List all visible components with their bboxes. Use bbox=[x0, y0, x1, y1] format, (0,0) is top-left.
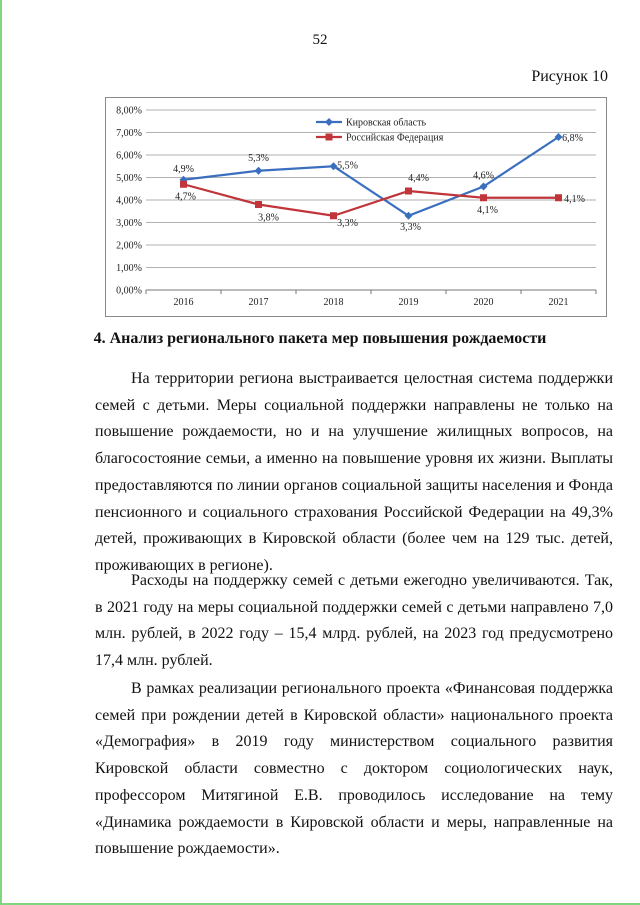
legend-marker bbox=[325, 118, 333, 126]
section-heading: 4. Анализ регионального пакета мер повышения рождаемости bbox=[93, 330, 547, 347]
data-point-2 bbox=[480, 194, 487, 201]
paragraph-3: В рамках реализации регионального проекта «Финансовая поддержка семей при рождении детей в Кировской области» национального проекта «Демография» в 2019 году министерством социального развития Кировской области совместно с доктором социологических наук, профессором Митягиной Е.В. проводилось исследование на тему «Динамика рождаемости в Кировской области и меры, направленные на повышение рождаемости». bbox=[95, 680, 613, 858]
x-tick-label: 2019 bbox=[398, 297, 419, 308]
data-label: 4,1% bbox=[477, 204, 498, 216]
data-label: 3,3% bbox=[337, 217, 358, 229]
y-tick-label: 2,00% bbox=[116, 240, 142, 252]
scan-edge-left bbox=[0, 0, 2, 905]
data-label: 6,8% bbox=[562, 133, 583, 144]
y-tick-label: 0,00% bbox=[116, 285, 142, 297]
legend-label: Российская Федерация bbox=[346, 132, 444, 144]
data-point-2 bbox=[330, 212, 337, 219]
line-chart bbox=[106, 98, 606, 316]
y-tick-label: 4,00% bbox=[116, 195, 142, 207]
x-tick-label: 2020 bbox=[473, 297, 494, 308]
data-label: 4,7% bbox=[175, 191, 196, 203]
figure-label: Рисунок 10 bbox=[531, 68, 608, 85]
data-point-2 bbox=[255, 201, 262, 208]
legend-marker bbox=[326, 134, 333, 141]
data-label: 5,3% bbox=[248, 152, 269, 164]
data-point-2 bbox=[405, 188, 412, 195]
x-tick-label: 2017 bbox=[248, 297, 269, 308]
x-tick-label: 2016 bbox=[173, 297, 194, 308]
y-tick-label: 8,00% bbox=[116, 105, 142, 117]
data-label: 4,4% bbox=[408, 173, 429, 184]
data-label: 4,6% bbox=[473, 170, 494, 182]
y-tick-label: 3,00% bbox=[116, 218, 142, 229]
data-label: 4,9% bbox=[173, 163, 194, 175]
y-tick-label: 1,00% bbox=[116, 263, 142, 274]
paragraph-2: Расходы на поддержку семей с детьми ежегодно увеличиваются. Так, в 2021 году на меры социальной поддержки семей с детьми направлено 7,0 млн. рублей, в 2022 году – 15,4 млрд. рублей, на 2023 год предусмотрено 17,4 млн. рублей. bbox=[95, 572, 613, 670]
legend-label: Кировская область bbox=[346, 117, 427, 129]
chart-frame bbox=[105, 97, 607, 317]
data-point-1 bbox=[255, 167, 263, 175]
data-label: 3,8% bbox=[258, 212, 279, 224]
y-tick-label: 5,00% bbox=[116, 173, 142, 184]
paragraph-1: На территории региона выстраивается целостная система поддержки семей с детьми. Меры социальной поддержки направлены не только на повышение рождаемости, но и на улучшение жилищных вопросов, на благосостояние семьи, а именно на повышение уровня их жизни. Выплаты предоставляются по линии органов социальной защиты населения и Фонда пенсионного и социального страхования Российской Федерации на 49,3% детей, проживающих в Кировской области (более чем на 129 тыс. детей, проживающих в регионе). bbox=[95, 370, 613, 574]
data-label: 5,5% bbox=[337, 160, 358, 172]
x-tick-label: 2018 bbox=[323, 297, 344, 308]
data-point-2 bbox=[180, 181, 187, 188]
y-tick-label: 6,00% bbox=[116, 150, 142, 162]
y-tick-label: 7,00% bbox=[116, 128, 142, 139]
page-number: 52 bbox=[312, 32, 328, 48]
data-point-2 bbox=[555, 194, 562, 201]
x-tick-label: 2021 bbox=[548, 297, 569, 308]
data-label: 3,3% bbox=[400, 221, 421, 233]
data-label: 4,1% bbox=[564, 193, 585, 205]
